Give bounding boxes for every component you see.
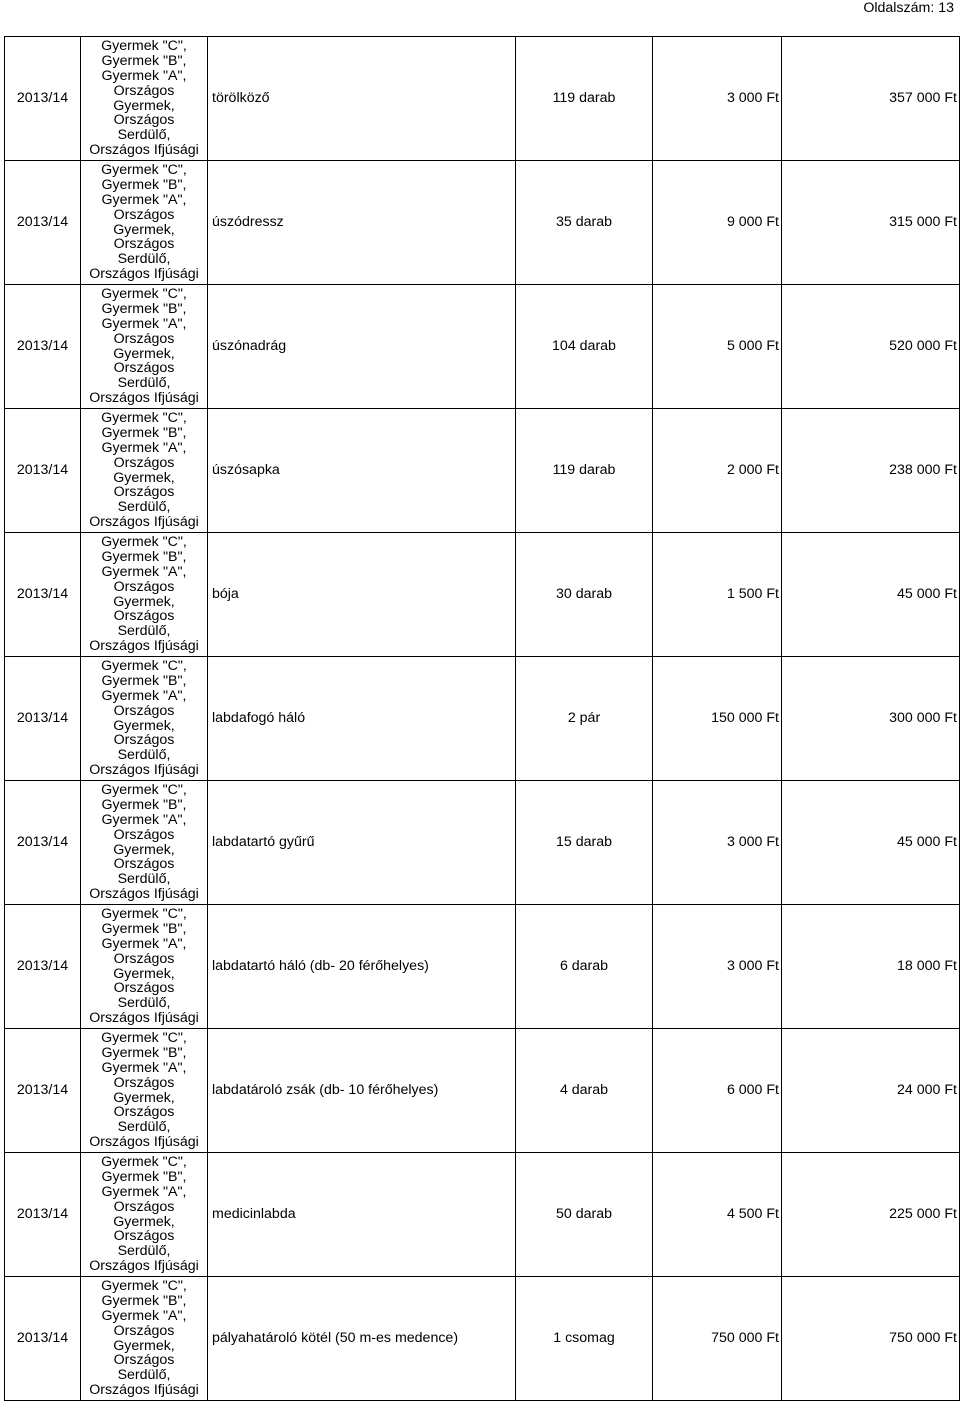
age-category-line: Gyermek, <box>113 1213 175 1230</box>
age-category-line: Országos Ifjúsági <box>89 389 199 406</box>
quantity-cell: 35 darab <box>516 161 653 285</box>
item-name-cell: törölköző <box>208 37 516 161</box>
age-category-line: Gyermek "B", <box>101 425 187 442</box>
age-category-line: Gyermek "A", <box>101 439 187 456</box>
unit-price-cell: 5 000 Ft <box>653 285 782 409</box>
unit-price-cell: 3 000 Ft <box>653 905 782 1029</box>
age-category-line: Serdülő, <box>117 1367 171 1384</box>
age-category-line: Gyermek "C", <box>101 1154 187 1171</box>
quantity-cell: 50 darab <box>516 1153 653 1277</box>
age-category-line: Serdülő, <box>117 1243 171 1260</box>
quantity-cell: 30 darab <box>516 533 653 657</box>
age-category-cell <box>81 409 208 533</box>
quantity-cell: 6 darab <box>516 905 653 1029</box>
age-category-line: Országos <box>113 1322 175 1339</box>
age-category-line: Országos <box>113 82 175 99</box>
age-category-cell <box>81 161 208 285</box>
quantity-cell: 119 darab <box>516 409 653 533</box>
age-category-line: Országos Ifjúsági <box>89 265 199 282</box>
age-category-line: Gyermek "C", <box>101 1030 187 1047</box>
age-category-line: Gyermek, <box>113 593 175 610</box>
age-category-line: Gyermek "A", <box>101 67 187 84</box>
age-category-line: Gyermek "A", <box>101 315 187 332</box>
total-price-cell: 300 000 Ft <box>782 657 960 781</box>
age-category-line: Országos <box>113 360 175 377</box>
age-category-line: Gyermek "B", <box>101 549 187 566</box>
season-cell: 2013/14 <box>5 1153 81 1277</box>
age-category-line: Gyermek "B", <box>101 1169 187 1186</box>
total-price-cell: 45 000 Ft <box>782 781 960 905</box>
age-category-cell <box>81 781 208 905</box>
season-cell: 2013/14 <box>5 161 81 285</box>
table-row <box>5 161 960 285</box>
age-category-cell <box>81 905 208 1029</box>
age-category-line: Gyermek, <box>113 469 175 486</box>
age-category-line: Gyermek "B", <box>101 921 187 938</box>
age-category-line: Gyermek, <box>113 841 175 858</box>
age-category-line: Országos Ifjúsági <box>89 1381 199 1398</box>
total-price-cell: 45 000 Ft <box>782 533 960 657</box>
age-category-line: Országos <box>113 454 175 471</box>
age-category-line: Gyermek "C", <box>101 906 187 923</box>
age-category-line: Serdülő, <box>117 127 171 144</box>
age-category-line: Gyermek "A", <box>101 191 187 208</box>
season-cell: 2013/14 <box>5 1277 81 1401</box>
age-category-line: Gyermek "A", <box>101 1183 187 1200</box>
table-body <box>5 37 960 1401</box>
age-category-line: Gyermek "C", <box>101 782 187 799</box>
age-category-line: Országos <box>113 1352 175 1369</box>
age-category-line: Országos <box>113 578 175 595</box>
item-name-cell: labdafogó háló <box>208 657 516 781</box>
age-category-line: Országos Ifjúsági <box>89 637 199 654</box>
age-category-line: Gyermek "A", <box>101 1059 187 1076</box>
age-category-cell <box>81 657 208 781</box>
age-category-line: Országos Ifjúsági <box>89 761 199 778</box>
item-name-cell: úszónadrág <box>208 285 516 409</box>
age-category-line: Országos <box>113 856 175 873</box>
age-category-line: Országos <box>113 1074 175 1091</box>
age-category-line: Gyermek "C", <box>101 162 187 179</box>
age-category-line: Országos Ifjúsági <box>89 1009 199 1026</box>
total-price-cell: 225 000 Ft <box>782 1153 960 1277</box>
age-category-line: Gyermek "A", <box>101 811 187 828</box>
age-category-line: Gyermek "A", <box>101 563 187 580</box>
season-cell: 2013/14 <box>5 37 81 161</box>
item-name-cell: labdatartó gyűrű <box>208 781 516 905</box>
item-name-cell: úszósapka <box>208 409 516 533</box>
season-cell: 2013/14 <box>5 285 81 409</box>
age-category-line: Gyermek "B", <box>101 53 187 70</box>
age-category-line: Országos <box>113 732 175 749</box>
age-category-line: Országos Ifjúsági <box>89 885 199 902</box>
item-name-cell: medicinlabda <box>208 1153 516 1277</box>
table-row <box>5 37 960 161</box>
unit-price-cell: 3 000 Ft <box>653 37 782 161</box>
total-price-cell: 315 000 Ft <box>782 161 960 285</box>
age-category-line: Serdülő, <box>117 623 171 640</box>
age-category-line: Országos <box>113 950 175 967</box>
total-price-cell: 18 000 Ft <box>782 905 960 1029</box>
item-name-cell: bója <box>208 533 516 657</box>
age-category-line: Gyermek, <box>113 1089 175 1106</box>
season-cell: 2013/14 <box>5 533 81 657</box>
item-name-cell: labdatartó háló (db- 20 férőhelyes) <box>208 905 516 1029</box>
season-cell: 2013/14 <box>5 409 81 533</box>
total-price-cell: 750 000 Ft <box>782 1277 960 1401</box>
age-category-line: Országos <box>113 980 175 997</box>
unit-price-cell: 3 000 Ft <box>653 781 782 905</box>
total-price-cell: 238 000 Ft <box>782 409 960 533</box>
season-cell: 2013/14 <box>5 781 81 905</box>
quantity-cell: 1 csomag <box>516 1277 653 1401</box>
age-category-line: Gyermek "A", <box>101 687 187 704</box>
age-category-line: Országos Ifjúsági <box>89 513 199 530</box>
quantity-cell: 2 pár <box>516 657 653 781</box>
unit-price-cell: 4 500 Ft <box>653 1153 782 1277</box>
unit-price-cell: 150 000 Ft <box>653 657 782 781</box>
total-price-cell: 357 000 Ft <box>782 37 960 161</box>
page-number: Oldalszám: 13 <box>863 0 954 16</box>
age-category-line: Gyermek "C", <box>101 286 187 303</box>
age-category-cell <box>81 1153 208 1277</box>
total-price-cell: 24 000 Ft <box>782 1029 960 1153</box>
age-category-line: Serdülő, <box>117 499 171 516</box>
age-category-line: Gyermek "B", <box>101 1293 187 1310</box>
age-category-line: Országos <box>113 702 175 719</box>
age-category-line: Gyermek "A", <box>101 1307 187 1324</box>
age-category-line: Gyermek "B", <box>101 301 187 318</box>
age-category-line: Gyermek "C", <box>101 38 187 55</box>
item-name-cell: úszódressz <box>208 161 516 285</box>
age-category-line: Országos Ifjúsági <box>89 1257 199 1274</box>
season-cell: 2013/14 <box>5 657 81 781</box>
table-row <box>5 1153 960 1277</box>
table-row <box>5 905 960 1029</box>
age-category-cell <box>81 1277 208 1401</box>
age-category-line: Gyermek "B", <box>101 177 187 194</box>
quantity-cell: 104 darab <box>516 285 653 409</box>
age-category-line: Országos <box>113 1104 175 1121</box>
age-category-line: Országos <box>113 1198 175 1215</box>
unit-price-cell: 6 000 Ft <box>653 1029 782 1153</box>
age-category-line: Gyermek, <box>113 717 175 734</box>
age-category-line: Serdülő, <box>117 995 171 1012</box>
season-cell: 2013/14 <box>5 1029 81 1153</box>
age-category-line: Serdülő, <box>117 1119 171 1136</box>
age-category-line: Országos <box>113 826 175 843</box>
age-category-line: Serdülő, <box>117 375 171 392</box>
age-category-line: Országos Ifjúsági <box>89 141 199 158</box>
age-category-line: Gyermek, <box>113 1337 175 1354</box>
quantity-cell: 4 darab <box>516 1029 653 1153</box>
age-category-line: Serdülő, <box>117 251 171 268</box>
table-row <box>5 1277 960 1401</box>
age-category-line: Gyermek "C", <box>101 1278 187 1295</box>
age-category-line: Gyermek "B", <box>101 797 187 814</box>
age-category-line: Gyermek, <box>113 97 175 114</box>
age-category-line: Országos <box>113 484 175 501</box>
age-category-cell <box>81 1029 208 1153</box>
table-row <box>5 781 960 905</box>
age-category-line: Gyermek "A", <box>101 935 187 952</box>
age-category-line: Országos <box>113 236 175 253</box>
age-category-line: Gyermek "B", <box>101 1045 187 1062</box>
table-row <box>5 657 960 781</box>
table-row <box>5 409 960 533</box>
season-cell: 2013/14 <box>5 905 81 1029</box>
age-category-cell <box>81 285 208 409</box>
equipment-table <box>4 36 960 1401</box>
age-category-line: Gyermek "C", <box>101 534 187 551</box>
table-row <box>5 1029 960 1153</box>
unit-price-cell: 2 000 Ft <box>653 409 782 533</box>
unit-price-cell: 9 000 Ft <box>653 161 782 285</box>
unit-price-cell: 750 000 Ft <box>653 1277 782 1401</box>
age-category-line: Gyermek "C", <box>101 658 187 675</box>
age-category-line: Gyermek, <box>113 221 175 238</box>
age-category-cell <box>81 533 208 657</box>
age-category-line: Országos <box>113 206 175 223</box>
quantity-cell: 119 darab <box>516 37 653 161</box>
age-category-cell <box>81 37 208 161</box>
item-name-cell: labdatároló zsák (db- 10 férőhelyes) <box>208 1029 516 1153</box>
age-category-line: Országos <box>113 112 175 129</box>
age-category-line: Serdülő, <box>117 871 171 888</box>
age-category-line: Országos Ifjúsági <box>89 1133 199 1150</box>
quantity-cell: 15 darab <box>516 781 653 905</box>
age-category-line: Országos <box>113 330 175 347</box>
age-category-line: Gyermek "B", <box>101 673 187 690</box>
age-category-line: Gyermek "C", <box>101 410 187 427</box>
table-row <box>5 285 960 409</box>
table-row <box>5 533 960 657</box>
age-category-line: Gyermek, <box>113 965 175 982</box>
age-category-line: Országos <box>113 1228 175 1245</box>
age-category-line: Gyermek, <box>113 345 175 362</box>
item-name-cell: pályahatároló kötél (50 m-es medence) <box>208 1277 516 1401</box>
unit-price-cell: 1 500 Ft <box>653 533 782 657</box>
age-category-line: Országos <box>113 608 175 625</box>
age-category-line: Serdülő, <box>117 747 171 764</box>
total-price-cell: 520 000 Ft <box>782 285 960 409</box>
